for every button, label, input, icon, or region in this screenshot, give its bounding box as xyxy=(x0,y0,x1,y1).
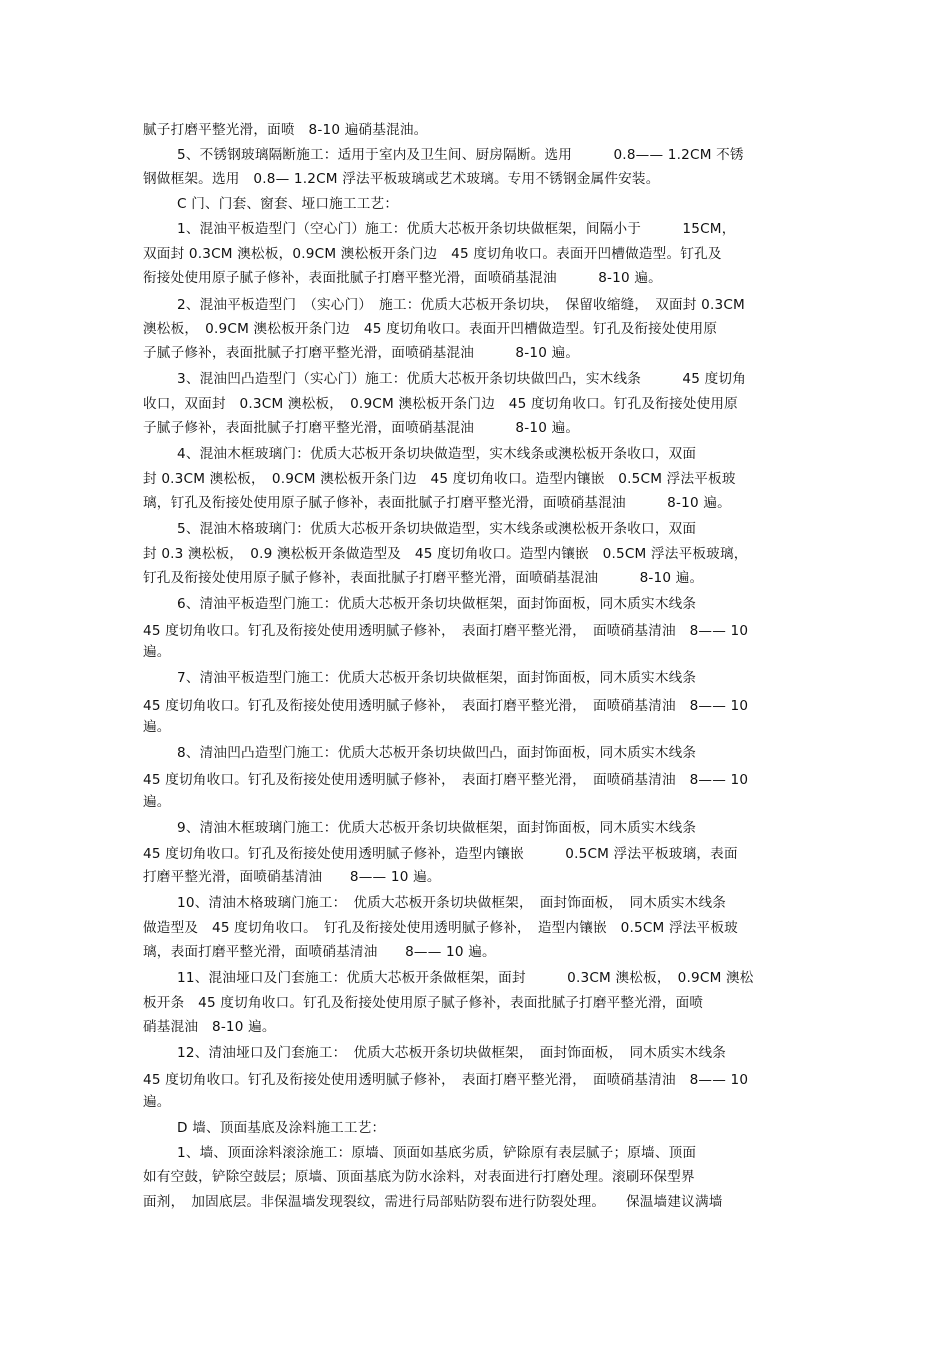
text-line: 钢做框架。选用 0.8— 1.2CM 浮法平板玻璃或艺术玻璃。专用不锈钢金属件安装。 xyxy=(143,171,660,187)
text-line: 1、混油平板造型门（空心门）施工：优质大芯板开条切块做框架，间隔小于 15CM， xyxy=(177,221,736,237)
text-line: 12、清油垭口及门套施工： 优质大芯板开条切块做框架， 面封饰面板， 同木质实木线条 xyxy=(177,1045,727,1061)
text-line: 45 度切角收口。钉孔及衔接处使用透明腻子修补， 表面打磨平整光滑， 面喷硝基清油 8—— 10 xyxy=(143,698,749,714)
text-line: 45 度切角收口。钉孔及衔接处使用透明腻子修补， 表面打磨平整光滑， 面喷硝基清油 8—— 10 xyxy=(143,1072,749,1088)
text-line: 璃，钉孔及衔接处使用原子腻子修补，表面批腻子打磨平整光滑，面喷硝基混油 8-10 遍。 xyxy=(143,495,731,511)
text-line: 面剂， 加固底层。非保温墙发现裂纹，需进行局部贴防裂布进行防裂处理。 保温墙建议满墙 xyxy=(143,1194,723,1210)
text-line: 遍。 xyxy=(143,794,171,810)
text-line: 3、混油凹凸造型门（实心门）施工：优质大芯板开条切块做凹凸，实木线条 45 度切角 xyxy=(177,371,747,387)
text-line: 衔接处使用原子腻子修补，表面批腻子打磨平整光滑，面喷硝基混油 8-10 遍。 xyxy=(143,270,662,286)
text-line: 硝基混油 8-10 遍。 xyxy=(143,1019,276,1035)
text-line: 封 0.3 澳松板， 0.9 澳松板开条做造型及 45 度切角收口。造型内镶嵌 0.5CM 浮法平板玻璃， xyxy=(143,546,748,562)
text-line: 如有空鼓，铲除空鼓层；原墙、顶面基底为防水涂料，对表面进行打磨处理。滚刷环保型界 xyxy=(143,1169,695,1185)
text-line: 1、墙、顶面涂料滚涂施工：原墙、顶面如基底劣质，铲除原有表层腻子；原墙、顶面 xyxy=(177,1145,697,1161)
text-line: 2、混油平板造型门 （实心门） 施工：优质大芯板开条切块， 保留收缩缝， 双面封 0.3CM xyxy=(177,297,745,313)
text-line: 双面封 0.3CM 澳松板，0.9CM 澳松板开条门边 45 度切角收口。表面开凹槽做造型。钉孔及 xyxy=(143,246,722,262)
text-line: 遍。 xyxy=(143,1094,171,1110)
text-line: 5、混油木格玻璃门：优质大芯板开条切块做造型，实木线条或澳松板开条收口，双面 xyxy=(177,521,697,537)
text-line: 8、清油凹凸造型门施工：优质大芯板开条切块做凹凸，面封饰面板，同木质实木线条 xyxy=(177,745,697,761)
text-line: 遍。 xyxy=(143,644,171,660)
text-line: 子腻子修补，表面批腻子打磨平整光滑，面喷硝基混油 8-10 遍。 xyxy=(143,420,580,436)
text-line: 做造型及 45 度切角收口。 钉孔及衔接处使用透明腻子修补， 造型内镶嵌 0.5CM 浮法平板玻 xyxy=(143,920,738,936)
text-line: 璃，表面打磨平整光滑，面喷硝基清油 8—— 10 遍。 xyxy=(143,944,496,960)
text-line: 7、清油平板造型门施工：优质大芯板开条切块做框架，面封饰面板，同木质实木线条 xyxy=(177,670,697,686)
text-line: 45 度切角收口。钉孔及衔接处使用透明腻子修补， 表面打磨平整光滑， 面喷硝基清油 8—— 10 xyxy=(143,772,749,788)
text-line: 封 0.3CM 澳松板， 0.9CM 澳松板开条门边 45 度切角收口。造型内镶嵌 0.5CM 浮法平板玻 xyxy=(143,471,736,487)
text-line: 遍。 xyxy=(143,719,171,735)
text-line: 45 度切角收口。钉孔及衔接处使用透明腻子修补，造型内镶嵌 0.5CM 浮法平板玻璃，表面 xyxy=(143,846,738,862)
section-heading: C 门、门套、窗套、垭口施工工艺： xyxy=(177,196,399,212)
text-line: 11、混油垭口及门套施工：优质大芯板开条做框架，面封 0.3CM 澳松板， 0.9CM 澳松 xyxy=(177,970,754,986)
text-line: 腻子打磨平整光滑，面喷 8-10 遍硝基混油。 xyxy=(143,122,428,138)
section-heading: D 墙、顶面基底及涂料施工工艺： xyxy=(177,1120,386,1136)
text-line: 10、清油木格玻璃门施工： 优质大芯板开条切块做框架， 面封饰面板， 同木质实木线条 xyxy=(177,895,727,911)
text-line: 板开条 45 度切角收口。钉孔及衔接处使用原子腻子修补，表面批腻子打磨平整光滑，面喷 xyxy=(143,995,704,1011)
text-line: 45 度切角收口。钉孔及衔接处使用透明腻子修补， 表面打磨平整光滑， 面喷硝基清油 8—— 10 xyxy=(143,623,749,639)
text-line: 钉孔及衔接处使用原子腻子修补，表面批腻子打磨平整光滑，面喷硝基混油 8-10 遍。 xyxy=(143,570,704,586)
text-line: 4、混油木框玻璃门：优质大芯板开条切块做造型，实木线条或澳松板开条收口，双面 xyxy=(177,446,697,462)
text-line: 子腻子修补，表面批腻子打磨平整光滑，面喷硝基混油 8-10 遍。 xyxy=(143,345,580,361)
text-line: 收口，双面封 0.3CM 澳松板， 0.9CM 澳松板开条门边 45 度切角收口。钉孔及衔接处使用原 xyxy=(143,396,738,412)
text-line: 打磨平整光滑，面喷硝基清油 8—— 10 遍。 xyxy=(143,869,441,885)
text-line: 澳松板， 0.9CM 澳松板开条门边 45 度切角收口。表面开凹槽做造型。钉孔及衔接处使用原 xyxy=(143,321,718,337)
text-line: 9、清油木框玻璃门施工：优质大芯板开条切块做框架，面封饰面板，同木质实木线条 xyxy=(177,820,697,836)
text-line: 5、不锈钢玻璃隔断施工：适用于室内及卫生间、厨房隔断。选用 0.8—— 1.2CM 不锈 xyxy=(177,147,744,163)
text-line: 6、清油平板造型门施工：优质大芯板开条切块做框架，面封饰面板，同木质实木线条 xyxy=(177,596,697,612)
